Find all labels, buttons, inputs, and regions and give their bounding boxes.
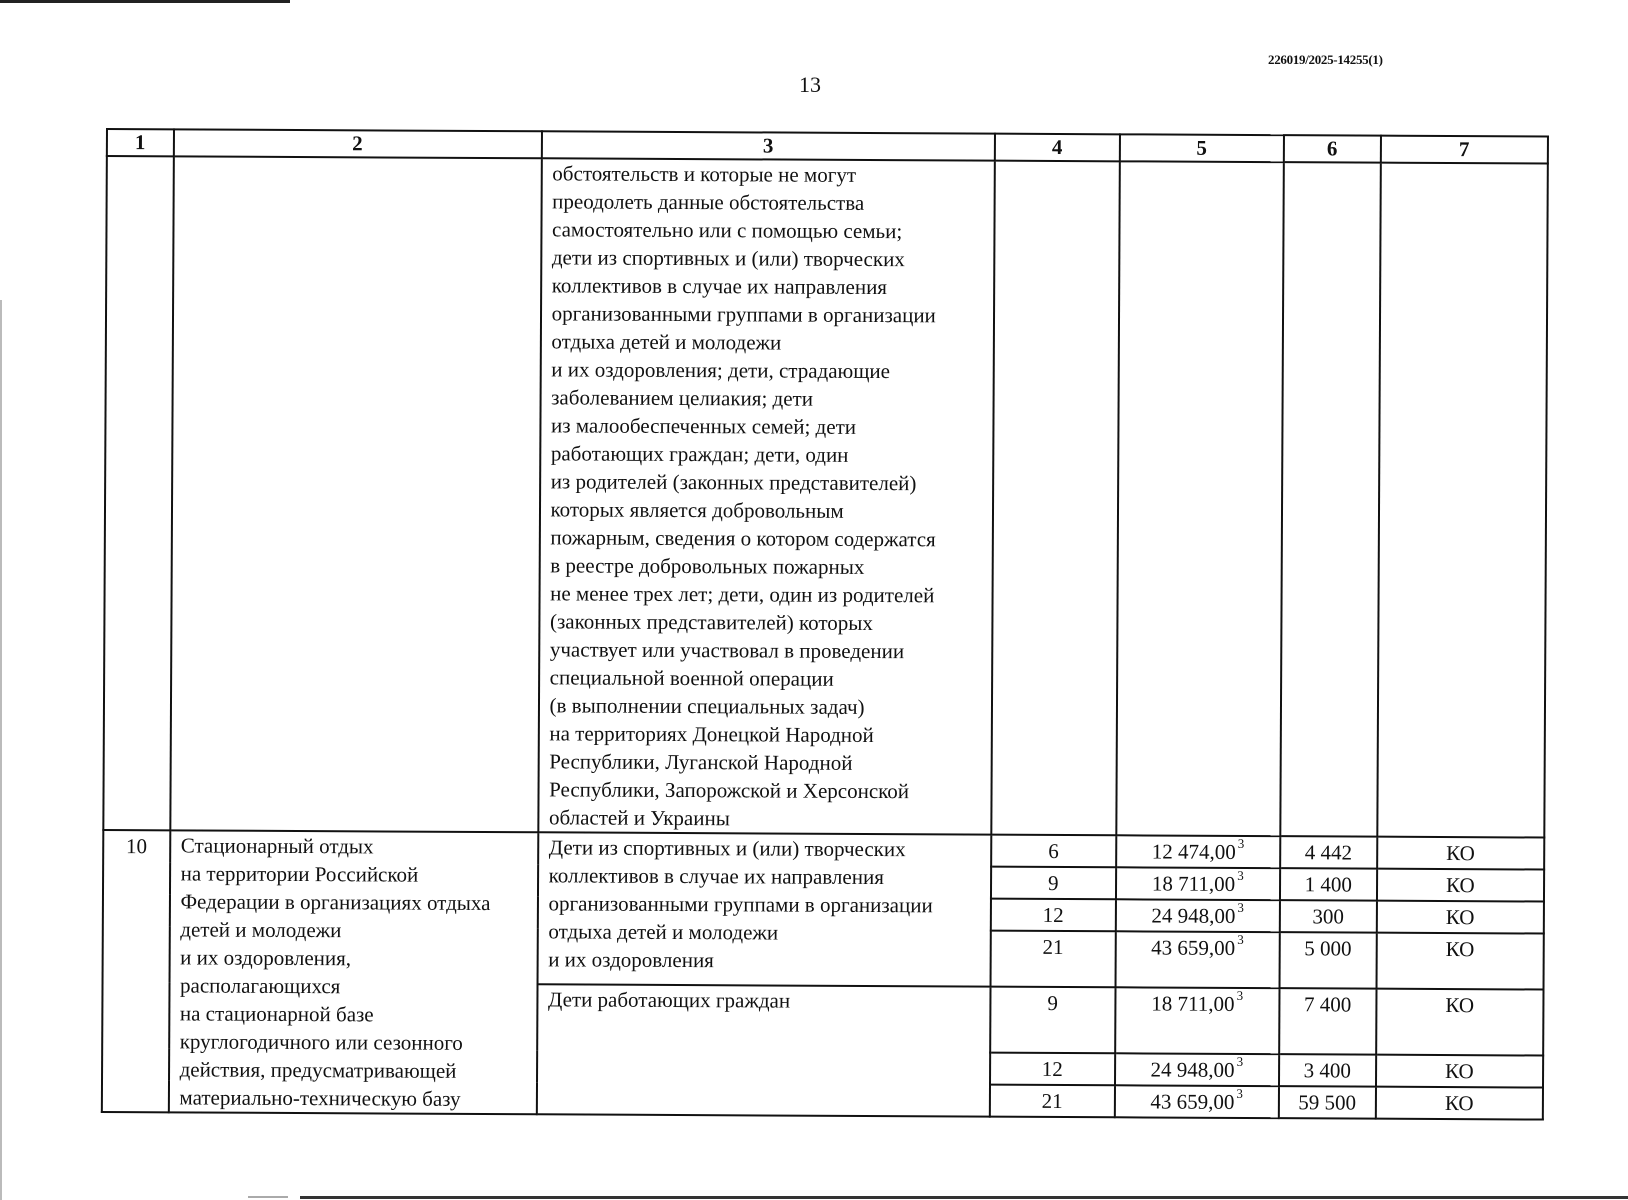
funding-source: КО — [1377, 837, 1545, 870]
price-value: 12 474,00 — [1151, 839, 1236, 864]
price-value: 18 711,00 — [1151, 871, 1236, 896]
quantity: 3 400 — [1279, 1054, 1376, 1087]
table-container — [101, 128, 1549, 1121]
funding-source: КО — [1376, 989, 1544, 1056]
text-line: дети из спортивных и (или) творческих — [551, 245, 905, 272]
column-header: 3 — [541, 131, 994, 160]
text-line: обстоятельств и которые не могут — [552, 161, 857, 187]
text-line: коллективов в случае их направления — [551, 273, 888, 300]
text-line: организованными группами в организации — [548, 891, 933, 918]
text-line: и их оздоровления; дети, страдающие — [551, 357, 891, 384]
price-value: 24 948,00 — [1151, 903, 1236, 928]
days: 21 — [990, 1085, 1115, 1118]
price-value: 43 659,00 — [1150, 1089, 1235, 1114]
price-value: 43 659,00 — [1151, 935, 1236, 960]
quantity: 7 400 — [1279, 988, 1376, 1055]
table-row-continued — [103, 156, 1548, 838]
text-line: на стационарной базе — [179, 1001, 374, 1027]
column-header: 1 — [107, 129, 174, 156]
document-number: 226019/2025-14255(1) — [1268, 52, 1383, 67]
scan-edge-mark — [300, 1196, 1628, 1199]
footnote-mark: 3 — [1237, 899, 1244, 915]
text-line: отдыха детей и молодежи — [548, 919, 779, 945]
footnote-mark: 3 — [1237, 931, 1244, 947]
category-text — [538, 985, 989, 1015]
days: 9 — [991, 867, 1116, 900]
text-line: специальной военной операции — [549, 665, 834, 691]
text-line: действия, предусматривающей — [179, 1057, 457, 1083]
scan-edge-line — [0, 300, 2, 1200]
text-line: самостоятельно или с помощью семьи; — [551, 217, 903, 244]
text-line: Федерации в организациях отдыха — [180, 889, 491, 916]
funding-source: КО — [1375, 1087, 1543, 1120]
text-line: (в выполнении специальных задач) — [549, 693, 865, 719]
price — [1115, 987, 1280, 1054]
text-line: Стационарный отдых — [180, 833, 374, 859]
text-line: на территориях Донецкой Народной — [549, 721, 874, 748]
quantity: 5 000 — [1279, 932, 1376, 989]
text-line: преодолеть данные обстоятельства — [552, 189, 865, 215]
funding-source: КО — [1377, 869, 1545, 902]
text-line: и их оздоровления — [548, 947, 714, 973]
funding-source: КО — [1376, 1055, 1544, 1088]
text-line: заболеванием целиакия; дети — [551, 385, 814, 411]
service-name-text — [169, 831, 537, 1113]
column-header: 4 — [995, 134, 1120, 162]
price — [1115, 931, 1280, 988]
text-line: не менее трех лет; дети, один из родителей — [550, 581, 935, 608]
column-header: 2 — [173, 129, 541, 158]
text-line: (законных представителей) которых — [549, 609, 873, 636]
text-line: располагающихся — [179, 973, 341, 999]
days: 21 — [990, 931, 1115, 988]
cell-category — [537, 832, 991, 986]
price-value: 18 711,00 — [1151, 991, 1235, 1016]
price — [1115, 899, 1279, 932]
row-number: 10 — [102, 830, 170, 1112]
text-line: Республики, Луганской Народной — [549, 749, 853, 775]
data-table — [101, 128, 1549, 1121]
table-row — [103, 830, 1544, 870]
price — [1115, 1053, 1279, 1086]
text-line: областей и Украины — [548, 805, 730, 831]
funding-source: КО — [1376, 901, 1544, 934]
scan-edge-mark — [248, 1196, 288, 1198]
text-line: детей и молодежи — [180, 917, 342, 943]
cell-empty — [1116, 161, 1284, 836]
text-line: материально-техническую базу — [179, 1085, 461, 1111]
column-header: 7 — [1380, 136, 1548, 164]
cell-empty — [1280, 162, 1380, 836]
text-line: круглогодичного или сезонного — [179, 1029, 463, 1055]
text-line: участвует или участвовал в проведении — [549, 637, 905, 664]
days: 9 — [990, 987, 1115, 1054]
funding-source: КО — [1376, 933, 1544, 990]
price-value: 24 948,00 — [1150, 1057, 1235, 1082]
text-line: на территории Российской — [180, 861, 419, 887]
category-text — [538, 833, 990, 975]
cell-empty — [103, 156, 173, 830]
footnote-mark: 3 — [1237, 867, 1244, 883]
days: 6 — [991, 835, 1116, 868]
cell-category — [536, 984, 990, 1116]
days: 12 — [991, 899, 1116, 932]
text-line: из малообеспеченных семей; дети — [550, 413, 857, 439]
cell-empty — [991, 161, 1119, 836]
text-line: в реестре добровольных пожарных — [550, 553, 865, 579]
price — [1114, 1085, 1278, 1118]
days: 12 — [990, 1053, 1115, 1086]
category-text — [539, 159, 994, 833]
cell-empty — [170, 156, 542, 832]
page-number: 13 — [799, 72, 821, 97]
quantity: 300 — [1280, 900, 1377, 933]
text-line: отдыха детей и молодежи — [551, 329, 782, 355]
footnote-mark: 3 — [1237, 835, 1245, 851]
quantity: 59 500 — [1279, 1086, 1376, 1119]
price — [1116, 835, 1280, 868]
footnote-mark: 3 — [1236, 987, 1244, 1003]
column-header: 5 — [1119, 134, 1283, 162]
text-line: Дети работающих граждан — [547, 987, 791, 1013]
cell-empty — [1377, 163, 1548, 838]
price — [1116, 867, 1280, 900]
cell-category — [538, 158, 995, 834]
text-line: Дети из спортивных и (или) творческих — [548, 835, 906, 862]
cell-service-name — [168, 830, 538, 1114]
text-line: работающих граждан; дети, один — [550, 441, 849, 467]
text-line: пожарным, сведения о котором содержатся — [550, 525, 936, 552]
column-header: 6 — [1284, 135, 1381, 163]
footnote-mark: 3 — [1236, 1053, 1244, 1069]
footnote-mark: 3 — [1236, 1085, 1243, 1101]
quantity: 1 400 — [1280, 868, 1377, 901]
text-line: Республики, Запорожской и Херсонской — [549, 777, 910, 804]
text-line: и их оздоровления, — [180, 945, 352, 971]
text-line: организованными группами в организации — [551, 301, 936, 328]
text-line: коллективов в случае их направления — [548, 863, 884, 890]
scan-edge-mark — [0, 0, 290, 3]
text-line: из родителей (законных представителей) — [550, 469, 917, 496]
quantity: 4 442 — [1280, 836, 1377, 869]
text-line: которых является добровольным — [550, 497, 844, 523]
